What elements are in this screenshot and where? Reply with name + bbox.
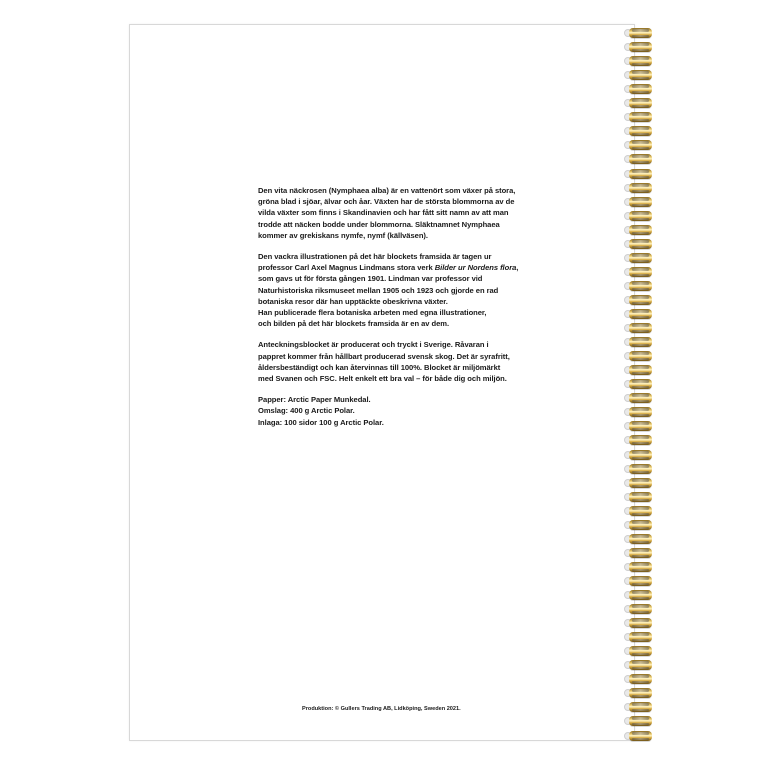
wire-loop <box>629 84 652 94</box>
spiral-coil <box>620 321 660 335</box>
wire-loop <box>629 126 652 136</box>
spiral-coil <box>620 152 660 166</box>
spiral-coil <box>620 40 660 54</box>
spiral-coil <box>620 307 660 321</box>
spiral-coil <box>620 602 660 616</box>
wire-loop <box>629 211 652 221</box>
wire-loop <box>629 365 652 375</box>
text-line: åldersbeständigt och kan återvinnas till 100%. Blocket är miljömärkt <box>258 362 501 372</box>
spiral-coil <box>620 546 660 560</box>
cover-text <box>258 185 528 438</box>
text-line: Inlaga: 100 sidor 100 g Arctic Polar. <box>258 417 384 427</box>
spiral-coil <box>620 448 660 462</box>
spiral-coil <box>620 588 660 602</box>
spiral-coil <box>620 251 660 265</box>
spiral-coil <box>620 462 660 476</box>
spiral-coil <box>620 616 660 630</box>
wire-loop <box>629 450 652 460</box>
wire-loop <box>629 309 652 319</box>
wire-loop <box>629 731 652 741</box>
wire-loop <box>629 646 652 656</box>
production-credit: Produktion: © Gullers Trading AB, Lidköping, Sweden 2021. <box>302 706 461 712</box>
spiral-coil <box>620 433 660 447</box>
spiral-binding <box>620 26 660 742</box>
spiral-coil <box>620 729 660 743</box>
spiral-coil <box>620 672 660 686</box>
spiral-coil <box>620 54 660 68</box>
wire-loop <box>629 660 652 670</box>
wire-loop <box>629 98 652 108</box>
text-line: Papper: Arctic Paper Munkedal. <box>258 395 371 405</box>
spiral-coil <box>620 391 660 405</box>
wire-loop <box>629 70 652 80</box>
wire-loop <box>629 576 652 586</box>
spiral-coil <box>620 335 660 349</box>
spiral-coil <box>620 349 660 363</box>
spiral-coil <box>620 700 660 714</box>
wire-loop <box>629 183 652 193</box>
spiral-coil <box>620 363 660 377</box>
spiral-coil <box>620 686 660 700</box>
spiral-coil <box>620 658 660 672</box>
book-title: Bilder ur Nordens flora <box>434 263 517 273</box>
text-line: botaniska resor där han upptäckte obeskrivna växter. <box>258 296 448 306</box>
paragraph-production <box>258 339 528 384</box>
spiral-coil <box>620 574 660 588</box>
wire-loop <box>629 295 652 305</box>
text-line: med Svanen och FSC. Helt enkelt ett bra val – för både dig och miljön. <box>258 374 507 384</box>
wire-loop <box>629 56 652 66</box>
text-fragment: , <box>516 263 519 273</box>
text-line: Den vita näckrosen (Nymphaea alba) är en vattenört som växer på stora, <box>258 186 516 195</box>
spiral-coil <box>620 223 660 237</box>
wire-loop <box>629 421 652 431</box>
spiral-coil <box>620 377 660 391</box>
wire-loop <box>629 393 652 403</box>
text-line: gröna blad i sjöar, älvar och åar. Växten har de största blommorna av de <box>258 197 515 207</box>
paragraph-nackros <box>258 185 528 241</box>
wire-loop <box>629 379 652 389</box>
spiral-coil <box>620 644 660 658</box>
wire-loop <box>629 506 652 516</box>
wire-loop <box>629 688 652 698</box>
spiral-coil <box>620 518 660 532</box>
wire-loop <box>629 267 652 277</box>
wire-loop <box>629 464 652 474</box>
wire-loop <box>629 632 652 642</box>
spiral-coil <box>620 293 660 307</box>
wire-loop <box>629 323 652 333</box>
wire-loop <box>629 562 652 572</box>
wire-loop <box>629 702 652 712</box>
text-line: vilda växter som finns i Skandinavien och har fått sitt namn av att man <box>258 208 509 218</box>
text-line: Anteckningsblocket är producerat och tryckt i Sverige. Råvaran i <box>258 340 489 350</box>
wire-loop <box>629 253 652 263</box>
wire-loop <box>629 112 652 122</box>
text-line: och bilden på det här blockets framsida är en av dem. <box>258 319 450 329</box>
text-line: som gavs ut för första gången 1901. Lindman var professor vid <box>258 274 483 284</box>
text-line: Naturhistoriska riksmuseet mellan 1905 och 1923 och gjorde en rad <box>258 285 499 295</box>
wire-loop <box>629 351 652 361</box>
spiral-coil <box>620 419 660 433</box>
paragraph-illustration <box>258 251 528 329</box>
wire-loop <box>629 28 652 38</box>
spiral-coil <box>620 532 660 546</box>
wire-loop <box>629 197 652 207</box>
text-fragment: professor Carl Axel Magnus Lindmans stora verk <box>258 263 435 273</box>
text-line: Den vackra illustrationen på det här blockets framsida är tagen ur <box>258 252 492 262</box>
text-line: pappret kommer från hållbart producerad svensk skog. Det är syrafritt, <box>258 351 510 361</box>
spiral-coil <box>620 82 660 96</box>
wire-loop <box>629 674 652 684</box>
spiral-coil <box>620 279 660 293</box>
wire-loop <box>629 154 652 164</box>
wire-loop <box>629 169 652 179</box>
wire-loop <box>629 281 652 291</box>
wire-loop <box>629 435 652 445</box>
wire-loop <box>629 716 652 726</box>
wire-loop <box>629 225 652 235</box>
spiral-coil <box>620 195 660 209</box>
spiral-coil <box>620 630 660 644</box>
wire-loop <box>629 618 652 628</box>
spiral-coil <box>620 209 660 223</box>
wire-loop <box>629 604 652 614</box>
spiral-coil <box>620 237 660 251</box>
wire-loop <box>629 407 652 417</box>
wire-loop <box>629 492 652 502</box>
wire-loop <box>629 534 652 544</box>
spiral-coil <box>620 504 660 518</box>
spiral-coil <box>620 124 660 138</box>
wire-loop <box>629 337 652 347</box>
spiral-coil <box>620 167 660 181</box>
text-line: trodde att näcken bodde under blommorna. Släktnamnet Nymphaea <box>258 219 500 229</box>
spiral-coil <box>620 110 660 124</box>
text-line <box>258 262 528 273</box>
spiral-coil <box>620 96 660 110</box>
wire-loop <box>629 548 652 558</box>
spiral-coil <box>620 714 660 728</box>
wire-loop <box>629 478 652 488</box>
text-line: kommer av grekiskans nymfe, nymf (källväsen). <box>258 230 428 240</box>
spiral-coil <box>620 560 660 574</box>
wire-loop <box>629 590 652 600</box>
paragraph-paper-specs <box>258 394 528 428</box>
spiral-coil <box>620 490 660 504</box>
wire-loop <box>629 239 652 249</box>
text-line: Omslag: 400 g Arctic Polar. <box>258 406 355 416</box>
wire-loop <box>629 520 652 530</box>
text-line: Han publicerade flera botaniska arbeten med egna illustrationer, <box>258 308 487 318</box>
wire-loop <box>629 42 652 52</box>
spiral-coil <box>620 265 660 279</box>
spiral-coil <box>620 476 660 490</box>
wire-loop <box>629 140 652 150</box>
spiral-coil <box>620 181 660 195</box>
spiral-coil <box>620 138 660 152</box>
spiral-coil <box>620 405 660 419</box>
spiral-coil <box>620 26 660 40</box>
spiral-coil <box>620 68 660 82</box>
